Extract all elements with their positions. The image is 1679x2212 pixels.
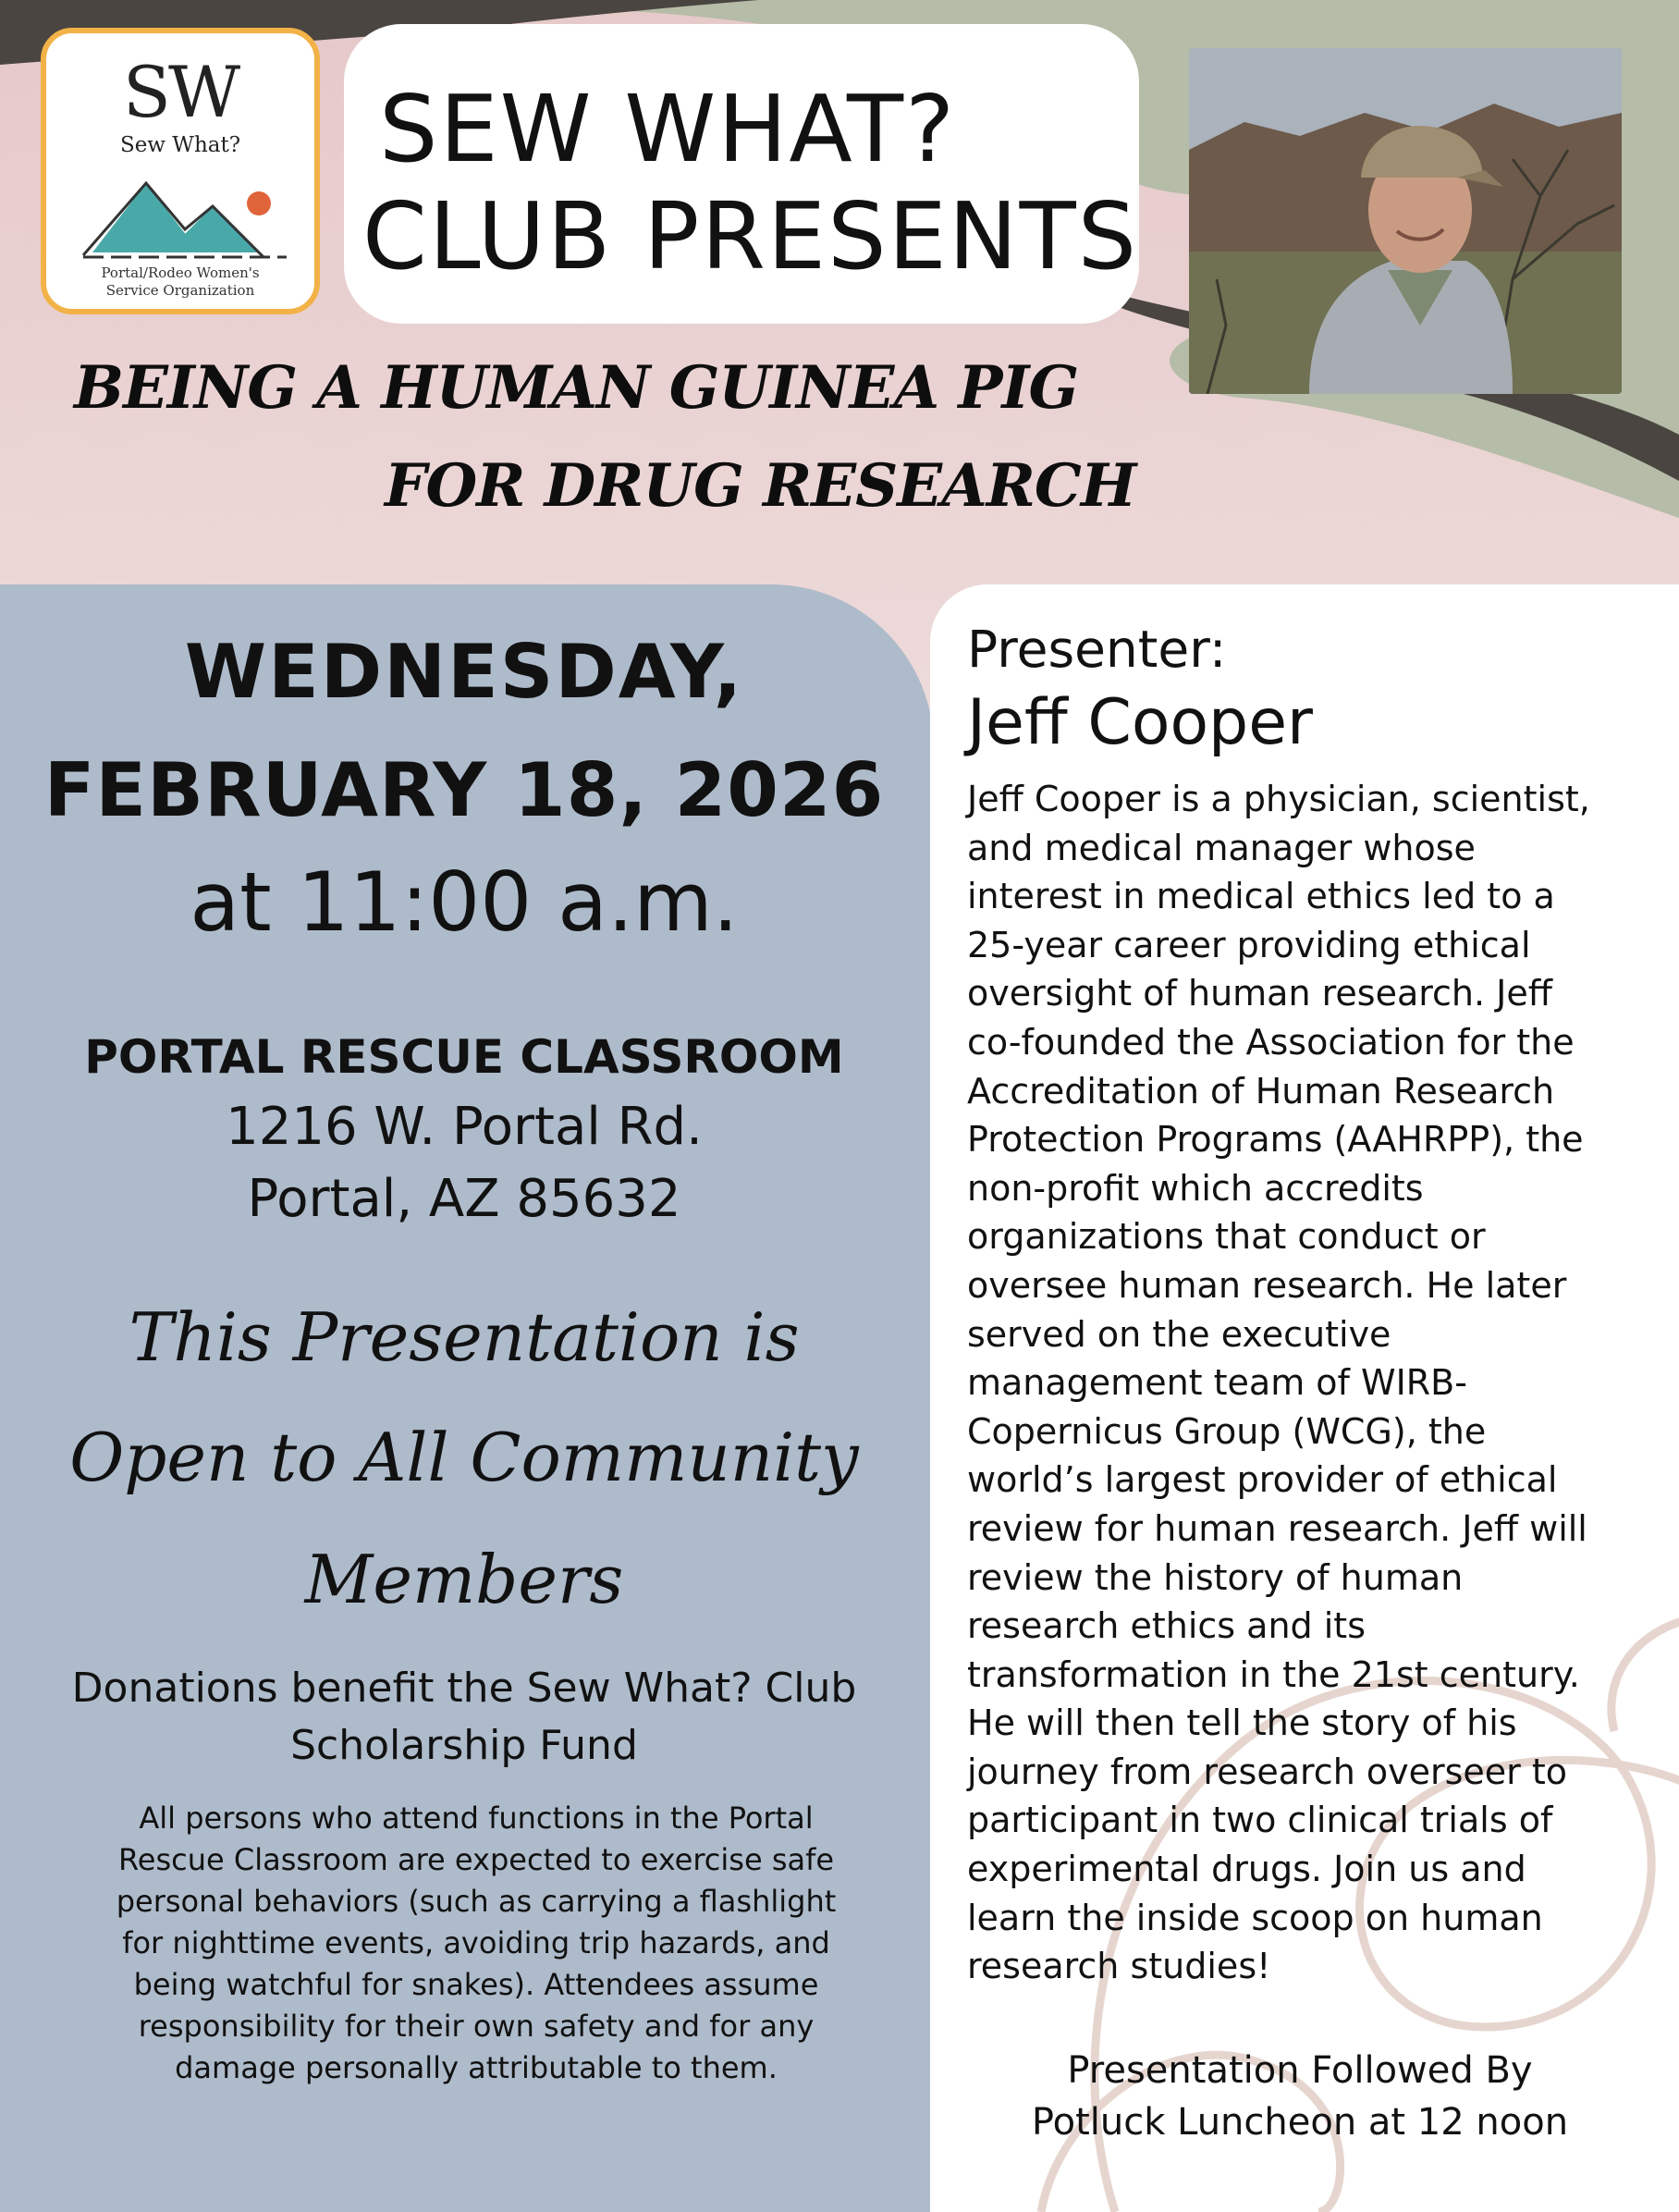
presenter-portrait-image (1189, 48, 1622, 394)
logo-organization: Portal/Rodeo Women's Service Organization (101, 264, 260, 299)
bio-line: oversight of human research. Jeff (967, 973, 1552, 1014)
headline-line-1: BEING A HUMAN GUINEA PIG (74, 353, 1079, 423)
bio-line: Accreditation of Human Research (967, 1070, 1555, 1112)
bio-line: research ethics and its (967, 1605, 1366, 1647)
bio-line: learn the inside scoop on human (967, 1897, 1543, 1938)
event-date: FEBRUARY 18, 2026 (43, 747, 885, 833)
donations-line-2: Scholarship Fund (290, 1722, 638, 1769)
followup-line-2: Potluck Luncheon at 12 noon (1031, 2101, 1569, 2144)
open-notice-line-2: Open to All Community (69, 1419, 859, 1496)
bio-line: co-founded the Association for the (967, 1021, 1575, 1063)
headline-line-2: FOR DRUG RESEARCH (385, 451, 1136, 521)
event-venue: PORTAL RESCUE CLASSROOM (84, 1030, 844, 1084)
event-address-line-2: Portal, AZ 85632 (247, 1169, 681, 1229)
event-day: WEDNESDAY, (184, 629, 744, 715)
title-line-1: SEW WHAT? (379, 75, 957, 183)
bio-line: review the history of human (967, 1556, 1464, 1598)
event-time: at 11:00 a.m. (190, 854, 739, 950)
bio-line: 25-year career providing ethical (967, 924, 1531, 965)
safety-notice: All persons who attend functions in the Portal Rescue Classroom are expected to exercise safe personal behaviors (such as carrying a flashlight for nighttime events, avoiding trip hazards, and being watchful for snakes). Attendees assume responsibility for their own safety and for any damage personally attributable to them. (116, 1800, 837, 2085)
presenter-label: Presenter: (967, 620, 1227, 679)
open-notice-line-3: Members (304, 1541, 624, 1618)
title-line-2: CLUB PRESENTS (362, 182, 1139, 290)
logo-name: Sew What? (119, 133, 241, 157)
open-notice-line-1: This Presentation is (129, 1298, 800, 1376)
bio-line: review for human research. Jeff will (967, 1507, 1587, 1549)
mountain-logo-icon (74, 165, 296, 266)
bio-line: journey from research overseer to (967, 1751, 1568, 1792)
presenter-bio (967, 775, 1651, 1991)
event-address-line-1: 1216 W. Portal Rd. (226, 1097, 703, 1157)
bio-line: He will then tell the story of his (967, 1702, 1517, 1744)
bio-line: Protection Programs (AAHRPP), the (967, 1119, 1584, 1161)
bio-line: and medical manager whose (967, 827, 1476, 868)
bio-line: experimental drugs. Join us and (967, 1849, 1526, 1890)
bio-line: transformation in the 21st century. (967, 1653, 1580, 1695)
bio-line: non-profit which accredits (967, 1167, 1424, 1209)
bio-line: participant in two clinical trials of (967, 1800, 1553, 1841)
followup-line-1: Presentation Followed By (1067, 2049, 1533, 2092)
bio-line: Copernicus Group (WCG), the (967, 1410, 1487, 1452)
presenter-name: Jeff Cooper (967, 686, 1313, 759)
presenter-card (930, 584, 1679, 2212)
bio-line: management team of WIRB- (967, 1362, 1467, 1404)
bio-line: organizations that conduct or (967, 1216, 1486, 1258)
title-box (344, 24, 1139, 324)
donations-line-1: Donations benefit the Sew What? Club (71, 1665, 857, 1712)
bio-line: Jeff Cooper is a physician, scientist, (967, 779, 1590, 819)
club-logo (41, 28, 320, 314)
bio-line: served on the executive (967, 1313, 1391, 1355)
bio-line: world’s largest provider of ethical (967, 1459, 1558, 1501)
presenter-photo (1189, 48, 1622, 394)
logo-initials: SW (122, 51, 239, 133)
bio-line: research studies! (967, 1946, 1271, 1987)
bio-line: oversee human research. He later (967, 1264, 1567, 1306)
bio-line: interest in medical ethics led to a (967, 876, 1555, 917)
